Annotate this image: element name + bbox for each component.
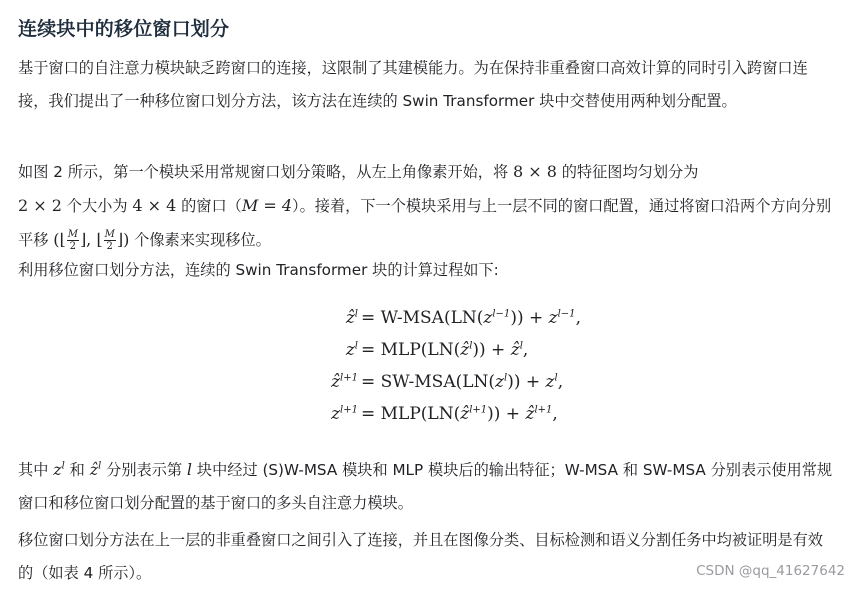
math-2x2: 2 × 2 bbox=[18, 196, 62, 215]
math-m-equals-4: M = 4 bbox=[241, 196, 292, 215]
math-l: l bbox=[186, 460, 193, 479]
para4-text-c: 分别表示第 bbox=[106, 461, 183, 479]
equation-row bbox=[18, 334, 838, 366]
para2-text-d: 的窗口（ bbox=[181, 197, 242, 215]
math-8x8: 8 × 8 bbox=[512, 162, 557, 181]
paragraph-conclusion: 移位窗口划分方法在上一层的非重叠窗口之间引入了连接，并且在图像分类、目标检测和语义分割任务中均被证明是有效的（如表 4 所示）。 bbox=[18, 531, 823, 582]
equation-rhs: = MLP(LN(ẑ$^l$)) + ẑ$^l$, bbox=[361, 340, 529, 360]
para4-text-a: 其中 bbox=[18, 461, 49, 479]
equation-row bbox=[18, 366, 838, 398]
para2-text-e: ）。接着，下一个模块采用与上一层不同的窗口配置，通过将窗口沿两个方向分别平移 bbox=[18, 197, 832, 249]
paragraph-computation-intro: 利用移位窗口划分方法，连续的 Swin Transformer 块的计算过程如下: bbox=[18, 261, 499, 279]
section-title: 连续块中的移位窗口划分 bbox=[18, 18, 230, 40]
para2-text-c: 个大小为 bbox=[66, 197, 128, 215]
frac-m-over-2: $\frac{M}{2}$ bbox=[104, 229, 115, 252]
frac-m-over-2: $\frac{M}{2}$ bbox=[67, 229, 78, 252]
equation-row bbox=[18, 398, 838, 430]
para2-text-b: 的特征图均匀划分为 bbox=[561, 163, 699, 181]
paragraph-intro: 基于窗口的自注意力模块缺乏跨窗口的连接，这限制了其建模能力。为在保持非重叠窗口高效计算的同时引入跨窗口连接，我们提出了一种移位窗口划分方法，该方法在连续的 Swin Transformer 块中交替使用两种划分配置。 bbox=[18, 59, 808, 110]
para2-text-f: 个像素来实现移位。 bbox=[134, 231, 271, 249]
math-shift-amount: (⌊ $\frac{M}{2}$ ⌋, ⌊ $\frac{M}{2}$ ⌋) bbox=[53, 229, 130, 252]
equation-lhs: ẑ$^l$ bbox=[345, 308, 358, 328]
math-4x4: 4 × 4 bbox=[132, 196, 177, 215]
paragraph-notation bbox=[18, 453, 833, 520]
equation-lhs: $z^l$ bbox=[345, 340, 358, 360]
para2-text-a: 如图 2 所示，第一个模块采用常规窗口划分策略，从左上角像素开始，将 bbox=[18, 163, 509, 181]
equation-lhs: $z^{l+1}$ bbox=[331, 404, 358, 424]
equation-rhs: = MLP(LN(ẑ$^{l+1}$)) + ẑ$^{l+1}$, bbox=[361, 404, 558, 424]
para4-text-d: 块中经过 (S)W-MSA 模块和 MLP 模块后的输出特征；W-MSA 和 SW-MSA 分别表示使用常规窗口和移位窗口划分配置的基于窗口的多头自注意力模块。 bbox=[18, 461, 833, 512]
equation-rhs: = $SW-MSA(LN(z^l)) + z^l$, bbox=[361, 372, 564, 392]
equation-rhs: = $W-MSA(LN(z^{l-1})) + z^{l-1}$, bbox=[361, 308, 581, 328]
equation-lhs: ẑ$^{l+1}$ bbox=[331, 372, 358, 392]
para4-text-b: 和 bbox=[69, 461, 85, 479]
math-z-l: $z^l$ bbox=[53, 460, 65, 479]
watermark: CSDN @qq_41627642 bbox=[696, 563, 845, 579]
equation-row bbox=[18, 302, 838, 334]
paragraph-window-partition bbox=[18, 155, 833, 257]
math-zhat-l: ẑ$^l$ bbox=[89, 460, 102, 479]
